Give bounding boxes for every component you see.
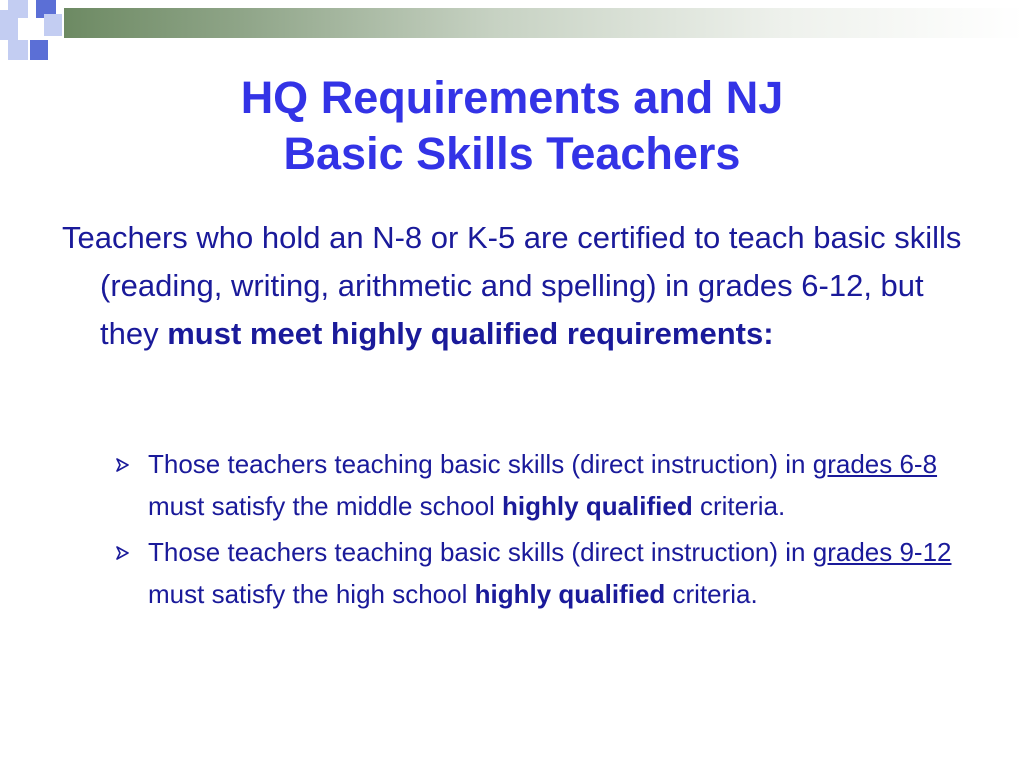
list-item xyxy=(110,531,990,615)
bullet-text: criteria. xyxy=(665,579,758,609)
bullet-text: must satisfy the middle school xyxy=(148,491,503,521)
arrow-bullet-icon xyxy=(114,456,132,474)
title-line-1: HQ Requirements and NJ xyxy=(240,72,784,123)
title-line-2: Basic Skills Teachers xyxy=(283,128,741,179)
header-gradient-bar xyxy=(64,8,1024,38)
bullet-emphasis: highly qualified xyxy=(502,491,693,521)
deco-square xyxy=(8,40,28,60)
deco-square xyxy=(22,20,40,38)
bullet-text: Those teachers teaching basic skills (direct instruction) in xyxy=(148,537,813,567)
bullet-text: Those teachers teaching basic skills (direct instruction) in xyxy=(148,449,813,479)
body-text xyxy=(62,214,982,358)
deco-square xyxy=(44,14,62,36)
intro-emphasis: must meet highly qualified requirements: xyxy=(167,316,774,351)
slide-title xyxy=(0,70,1024,182)
list-item xyxy=(110,443,990,527)
bullet-underline: grades 9-12 xyxy=(812,537,952,567)
header-decoration xyxy=(0,0,1024,60)
bullet-emphasis: highly qualified xyxy=(474,579,666,609)
sub-bullet-list xyxy=(110,443,990,619)
deco-square xyxy=(0,10,18,40)
deco-square xyxy=(30,40,48,60)
arrow-bullet-icon xyxy=(114,544,132,562)
intro-text: Teachers who hold an N-8 or K-5 are certified to teach basic skills (reading, writing, arithmetic and spelling) in grades 6-12, but they xyxy=(62,220,962,351)
bullet-underline: grades 6-8 xyxy=(812,449,938,479)
intro-paragraph xyxy=(62,214,982,358)
bullet-text: must satisfy the high school xyxy=(148,579,475,609)
bullet-text: criteria. xyxy=(692,491,786,521)
